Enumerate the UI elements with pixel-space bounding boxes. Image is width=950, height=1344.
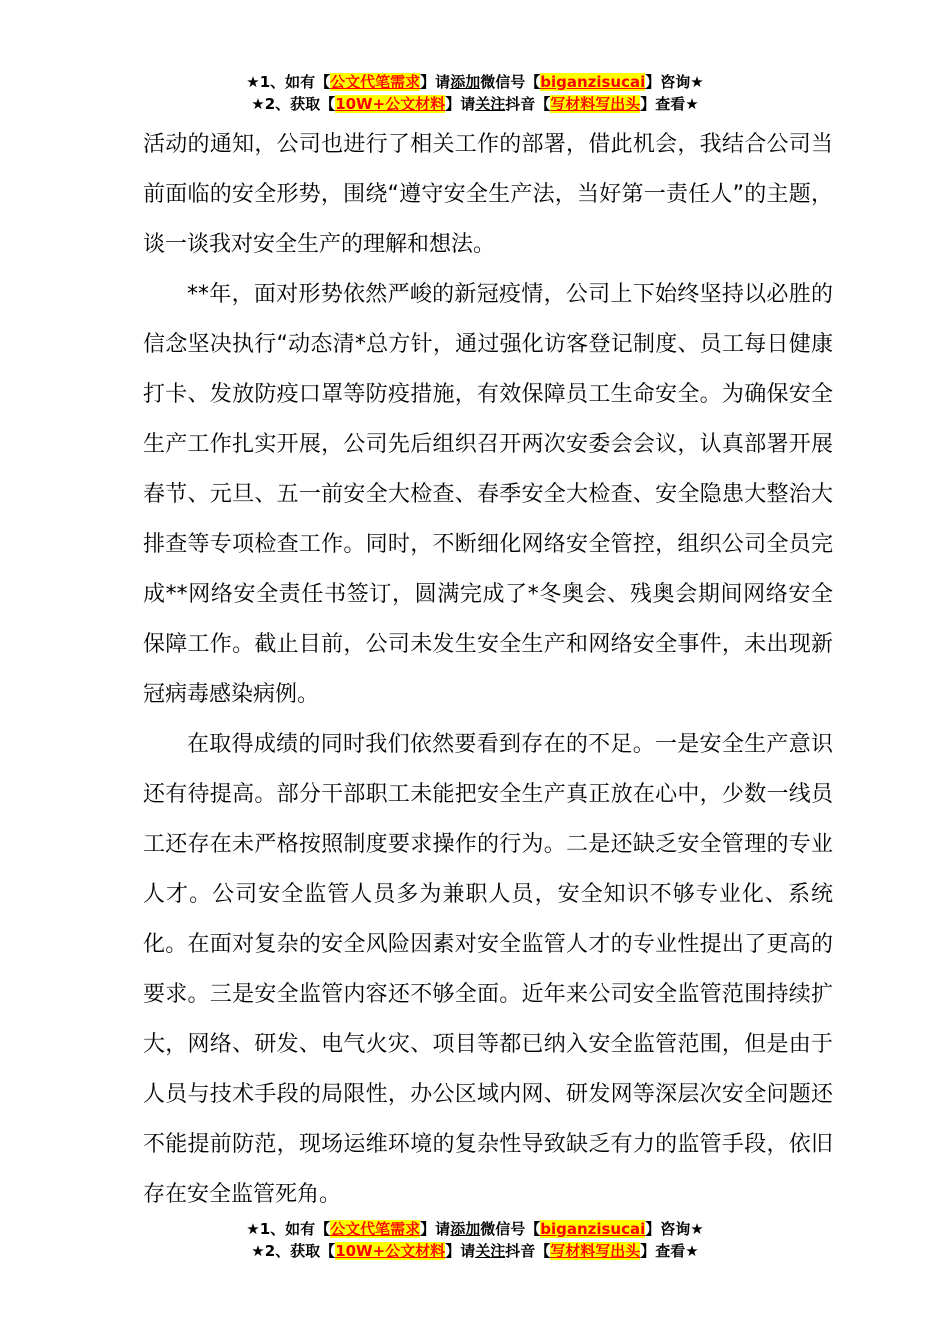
banner-text: 】请	[445, 1242, 476, 1260]
document-body	[143, 120, 833, 1220]
header-banner	[0, 71, 950, 115]
banner-text: ★2、获取【	[251, 1242, 336, 1260]
banner-underline: 关注	[475, 1242, 506, 1260]
banner-highlight: 写材料写出头	[550, 95, 641, 113]
banner-highlight: 10W+公文材料	[335, 1242, 446, 1260]
banner-highlight: 公文代笔需求	[330, 1220, 421, 1238]
banner-highlight: 公文代笔需求	[330, 73, 421, 91]
banner-text: 抖音【	[505, 1242, 551, 1260]
banner-text: 】查看★	[640, 95, 699, 113]
banner-line-1	[0, 71, 950, 93]
paragraph: **年，面对形势依然严峻的新冠疫情，公司上下始终坚持以必胜的信念坚决执行“动态清*总方针，通过强化访客登记制度、员工每日健康打卡、发放防疫口罩等防疫措施，有效保障员工生命安全。为确保安全生产工作扎实开展，公司先后组织召开两次安委会会议，认真部署开展春节、元旦、五一前安全大检查、春季安全大检查、安全隐患大整治大排查等专项检查工作。同时，不断细化网络安全管控，组织公司全员完成**网络安全责任书签订，圆满完成了*冬奥会、残奥会期间网络安全保障工作。截止目前，公司未发生安全生产和网络安全事件，未出现新冠病毒感染病例。	[143, 282, 833, 707]
banner-highlight: biganzisucai	[540, 73, 646, 91]
footer-banner	[0, 1218, 950, 1262]
paragraph: 在取得成绩的同时我们依然要看到存在的不足。一是安全生产意识还有待提高。部分干部职工未能把安全生产真正放在心中，少数一线员工还存在未严格按照制度要求操作的行为。二是还缺乏安全管理的专业人才。公司安全监管人员多为兼职人员，安全知识不够专业化、系统化。在面对复杂的安全风险因素对安全监管人才的专业性提出了更高的要求。三是安全监管内容还不够全面。近年来公司安全监管范围持续扩大，网络、研发、电气火灾、项目等都已纳入安全监管范围，但是由于人员与技术手段的局限性，办公区域内网、研发网等深层次安全问题还不能提前防范，现场运维环境的复杂性导致缺乏有力的监管手段，依旧存在安全监管死角。	[143, 732, 833, 1207]
banner-text: 】查看★	[640, 1242, 699, 1260]
banner-line-2	[0, 1240, 950, 1262]
banner-text: ★1、如有【	[246, 1220, 331, 1238]
banner-text: 】请	[420, 1220, 451, 1238]
banner-line-1	[0, 1218, 950, 1240]
banner-text: 】请	[420, 73, 451, 91]
banner-underline: 添加	[450, 1220, 481, 1238]
banner-highlight: 写材料写出头	[550, 1242, 641, 1260]
banner-highlight: biganzisucai	[540, 1220, 646, 1238]
banner-text: ★2、获取【	[251, 95, 336, 113]
banner-text: 微信号【	[480, 1220, 541, 1238]
banner-text: 】请	[445, 95, 476, 113]
banner-line-2	[0, 93, 950, 115]
banner-text: 】咨询★	[645, 73, 704, 91]
banner-text: ★1、如有【	[246, 73, 331, 91]
banner-text: 微信号【	[480, 73, 541, 91]
banner-text: 】咨询★	[645, 1220, 704, 1238]
banner-underline: 关注	[475, 95, 506, 113]
banner-highlight: 10W+公文材料	[335, 95, 446, 113]
banner-text: 抖音【	[505, 95, 551, 113]
paragraph-continued: 活动的通知，公司也进行了相关工作的部署，借此机会，我结合公司当前面临的安全形势，围绕“遵守安全生产法，当好第一责任人”的主题，谈一谈我对安全生产的理解和想法。	[143, 132, 833, 257]
banner-underline: 添加	[450, 73, 481, 91]
